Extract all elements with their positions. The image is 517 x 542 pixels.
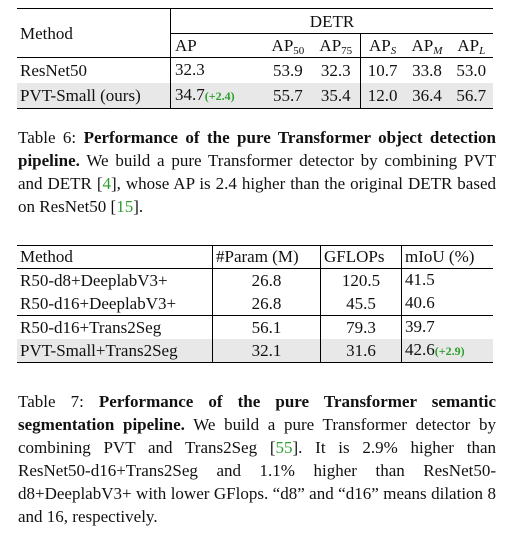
t6-cell-ap75: 32.3 (312, 58, 361, 84)
t7-cell-gflops: 45.5 (321, 292, 402, 316)
t7-cell-gflops: 79.3 (321, 316, 402, 340)
t6-cell-aps: 12.0 (360, 83, 404, 109)
t7-cell-gflops: 120.5 (321, 269, 402, 293)
t7-header-gflops: GFLOPs (321, 246, 402, 269)
t7-cell-miou: 42.6(+2.9) (402, 339, 494, 363)
t6-header-method: Method (20, 23, 73, 43)
t6-col-ap: AP (171, 34, 265, 58)
table-7 (17, 245, 493, 363)
t7-cell-param: 26.8 (213, 269, 321, 293)
table-row (17, 58, 493, 84)
t6-cell-apm: 33.8 (404, 58, 449, 84)
t7-row-method: R50-d16+Trans2Seg (17, 316, 213, 340)
t6-col-ap50: $AP_{50}$ (264, 34, 312, 58)
table-row (17, 316, 493, 340)
t6-row-method: PVT-Small (ours) (20, 86, 141, 105)
t6-col-apl: $AP_L$ (450, 34, 493, 58)
t7-cell-param: 32.1 (213, 339, 321, 363)
t7-cell-miou: 40.6 (402, 292, 494, 316)
t7-cell-miou: 41.5 (402, 269, 494, 293)
t6-cell-apl: 53.0 (450, 58, 493, 84)
t7-row-method: PVT-Small+Trans2Seg (20, 340, 178, 360)
t6-col-aps: $AP_S$ (360, 34, 404, 58)
table-row (17, 269, 493, 293)
t7-cell-param: 26.8 (213, 292, 321, 316)
t7-cell-gflops: 31.6 (321, 339, 402, 363)
t7-cell-param: 56.1 (213, 316, 321, 340)
t7-row-method: R50-d8+DeeplabV3+ (17, 269, 213, 293)
table-6 (17, 8, 493, 109)
citation-link[interactable]: 4 (102, 174, 111, 193)
t6-cell-apl: 56.7 (456, 86, 487, 105)
t6-cell-ap: 34.7(+2.4) (171, 83, 265, 109)
citation-link[interactable]: 15 (116, 197, 134, 216)
t6-col-ap75: $AP_{75}$ (312, 34, 361, 58)
table-row (17, 292, 493, 316)
t7-header-method: Method (20, 247, 73, 266)
t6-cell-ap75: 35.4 (320, 86, 351, 105)
t6-col-apm: $AP_M$ (404, 34, 449, 58)
t6-cell-ap: 32.3 (171, 58, 265, 84)
t7-header-miou: mIoU (%) (402, 246, 494, 269)
t7-row-method: R50-d16+DeeplabV3+ (20, 293, 177, 313)
table-6-caption: Table 6: Performance of the pure Transformer object detection pipeline. We build a pure Transformer detector by combining PVT and DETR [4], whose AP is 2.4 higher than the original DETR based on ResNet50 [15]. (18, 128, 496, 216)
t6-cell-ap50: 53.9 (264, 58, 312, 84)
t6-header-detr: DETR (171, 9, 494, 34)
table-row (17, 339, 493, 363)
table-row (17, 83, 493, 109)
t6-cell-apm: 36.4 (412, 86, 442, 105)
t6-row-method: ResNet50 (17, 58, 171, 84)
table-7-caption: Table 7: Performance of the pure Transformer semantic segmentation pipeline. We build a pure Transformer detector by combining PVT and Trans2Seg [55]. It is 2.9% higher than ResNet50-d16+Trans2Seg and 1.1% higher than ResNet50-d8+DeeplabV3+ with lower GFlops. “d8” and “d16” means dilation 8 and 16, respectively. (18, 392, 497, 526)
t7-cell-miou: 39.7 (402, 316, 494, 340)
citation-link[interactable]: 55 (275, 438, 293, 457)
t6-cell-aps: 10.7 (360, 58, 404, 84)
t7-header-param: #Param (M) (213, 246, 321, 269)
t6-cell-ap50: 55.7 (273, 86, 303, 105)
